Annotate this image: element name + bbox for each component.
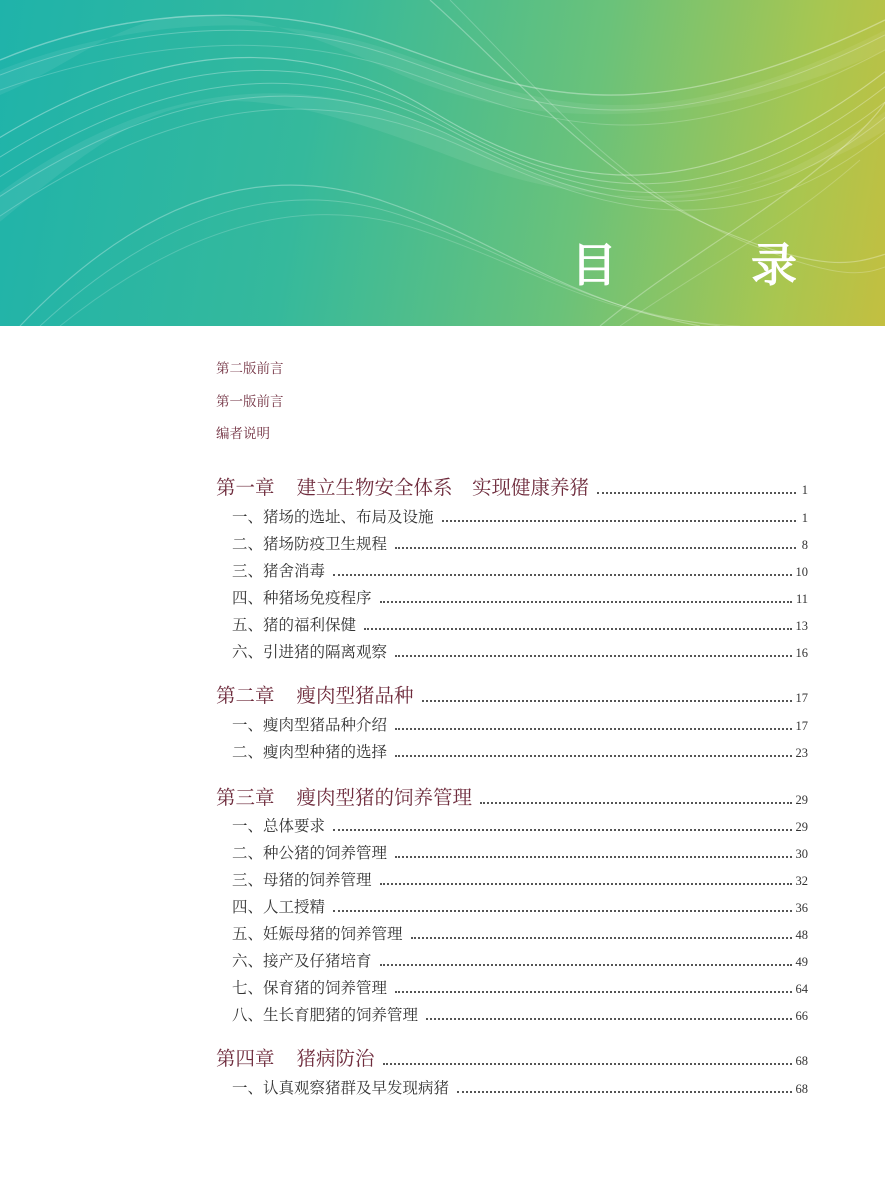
chapter-title: 建立生物安全体系 实现健康养猪	[296, 475, 590, 499]
section-title: 六、接产及仔猪培育	[232, 951, 372, 970]
page-number: 66	[795, 1008, 808, 1023]
section-title: 一、总体要求	[232, 816, 326, 835]
page-number: 48	[795, 927, 808, 942]
chapter-number: 第三章	[216, 785, 275, 809]
section-title: 二、种公猪的饲养管理	[232, 843, 388, 862]
dot-leader	[395, 547, 796, 549]
dot-leader	[597, 492, 796, 494]
page-number: 30	[795, 846, 808, 861]
page-number: 68	[795, 1081, 808, 1096]
toc-section[interactable]	[232, 948, 808, 970]
section-title: 五、猪的福利保健	[232, 615, 357, 634]
page-number: 8	[801, 537, 808, 552]
page-number: 29	[795, 819, 808, 834]
toc-section[interactable]	[232, 894, 808, 916]
toc-section[interactable]	[232, 504, 808, 526]
page-number: 64	[795, 981, 808, 996]
chapter-heading	[216, 475, 590, 499]
toc-section[interactable]	[232, 558, 808, 580]
front-matter-item[interactable]: 编者说明	[216, 426, 270, 442]
dot-leader	[380, 601, 792, 603]
section-title: 四、种猪场免疫程序	[232, 588, 372, 607]
section-title: 二、猪场防疫卫生规程	[232, 534, 388, 553]
page-number: 10	[795, 564, 808, 579]
page-number: 68	[795, 1053, 808, 1068]
chapter-title: 瘦肉型猪的饲养管理	[296, 785, 473, 809]
section-title: 一、瘦肉型猪品种介绍	[232, 715, 388, 734]
dot-leader	[457, 1091, 791, 1093]
section-title: 七、保育猪的饲养管理	[232, 978, 388, 997]
dot-leader	[426, 1018, 791, 1020]
dot-leader	[380, 964, 792, 966]
chapter-heading	[216, 785, 473, 809]
chapter-title: 猪病防治	[296, 1046, 375, 1070]
header-banner	[0, 0, 885, 326]
section-title: 八、生长育肥猪的饲养管理	[232, 1005, 419, 1024]
toc-section[interactable]	[232, 813, 808, 835]
section-title: 四、人工授精	[232, 897, 326, 916]
toc-chapter[interactable]	[216, 1043, 808, 1069]
dot-leader	[395, 755, 791, 757]
page-number: 11	[795, 591, 808, 606]
page-number: 49	[795, 954, 808, 969]
dot-leader	[364, 628, 791, 630]
toc-chapter[interactable]	[216, 782, 808, 808]
page-number: 1	[801, 482, 808, 497]
toc-section[interactable]	[232, 1002, 808, 1024]
chapter-number: 第四章	[216, 1046, 275, 1070]
toc-section[interactable]	[232, 867, 808, 889]
page-number: 1	[801, 510, 808, 525]
toc-section[interactable]	[232, 585, 808, 607]
page-number: 17	[795, 718, 808, 733]
page-number: 29	[795, 792, 808, 807]
toc-section[interactable]	[232, 612, 808, 634]
section-title: 三、母猪的饲养管理	[232, 870, 372, 889]
toc-section[interactable]	[232, 1075, 808, 1097]
toc-section[interactable]	[232, 712, 808, 734]
page-number: 16	[795, 645, 808, 660]
toc-section[interactable]	[232, 739, 808, 761]
chapter-number: 第二章	[216, 683, 275, 707]
dot-leader	[480, 802, 791, 804]
front-matter-item[interactable]: 第二版前言	[216, 361, 284, 377]
toc-section[interactable]	[232, 975, 808, 997]
toc-chapter[interactable]	[216, 680, 808, 706]
front-matter-item[interactable]: 第一版前言	[216, 394, 284, 410]
toc-section[interactable]	[232, 921, 808, 943]
page-number: 32	[795, 873, 808, 888]
section-title: 三、猪舍消毒	[232, 561, 326, 580]
dot-leader	[442, 520, 796, 522]
page-title: 目 录	[571, 238, 841, 292]
chapter-title: 瘦肉型猪品种	[296, 683, 414, 707]
dot-leader	[380, 883, 792, 885]
chapter-heading	[216, 683, 414, 707]
section-title: 一、猪场的选址、布局及设施	[232, 507, 434, 526]
dot-leader	[333, 910, 791, 912]
toc-chapter[interactable]	[216, 472, 808, 498]
dot-leader	[395, 655, 791, 657]
section-title: 一、认真观察猪群及早发现病猪	[232, 1078, 450, 1097]
dot-leader	[395, 728, 791, 730]
section-title: 二、瘦肉型种猪的选择	[232, 742, 388, 761]
dot-leader	[395, 856, 791, 858]
dot-leader	[333, 574, 791, 576]
dot-leader	[422, 700, 792, 702]
dot-leader	[333, 829, 791, 831]
page-number: 23	[795, 745, 808, 760]
section-title: 六、引进猪的隔离观察	[232, 642, 388, 661]
dot-leader	[395, 991, 791, 993]
dot-leader	[383, 1063, 792, 1065]
toc-section[interactable]	[232, 531, 808, 553]
page-number: 13	[795, 618, 808, 633]
page-number: 36	[795, 900, 808, 915]
toc-section[interactable]	[232, 639, 808, 661]
section-title: 五、妊娠母猪的饲养管理	[232, 924, 403, 943]
dot-leader	[411, 937, 792, 939]
chapter-number: 第一章	[216, 475, 275, 499]
page-number: 17	[795, 690, 808, 705]
toc-section[interactable]	[232, 840, 808, 862]
chapter-heading	[216, 1046, 375, 1070]
